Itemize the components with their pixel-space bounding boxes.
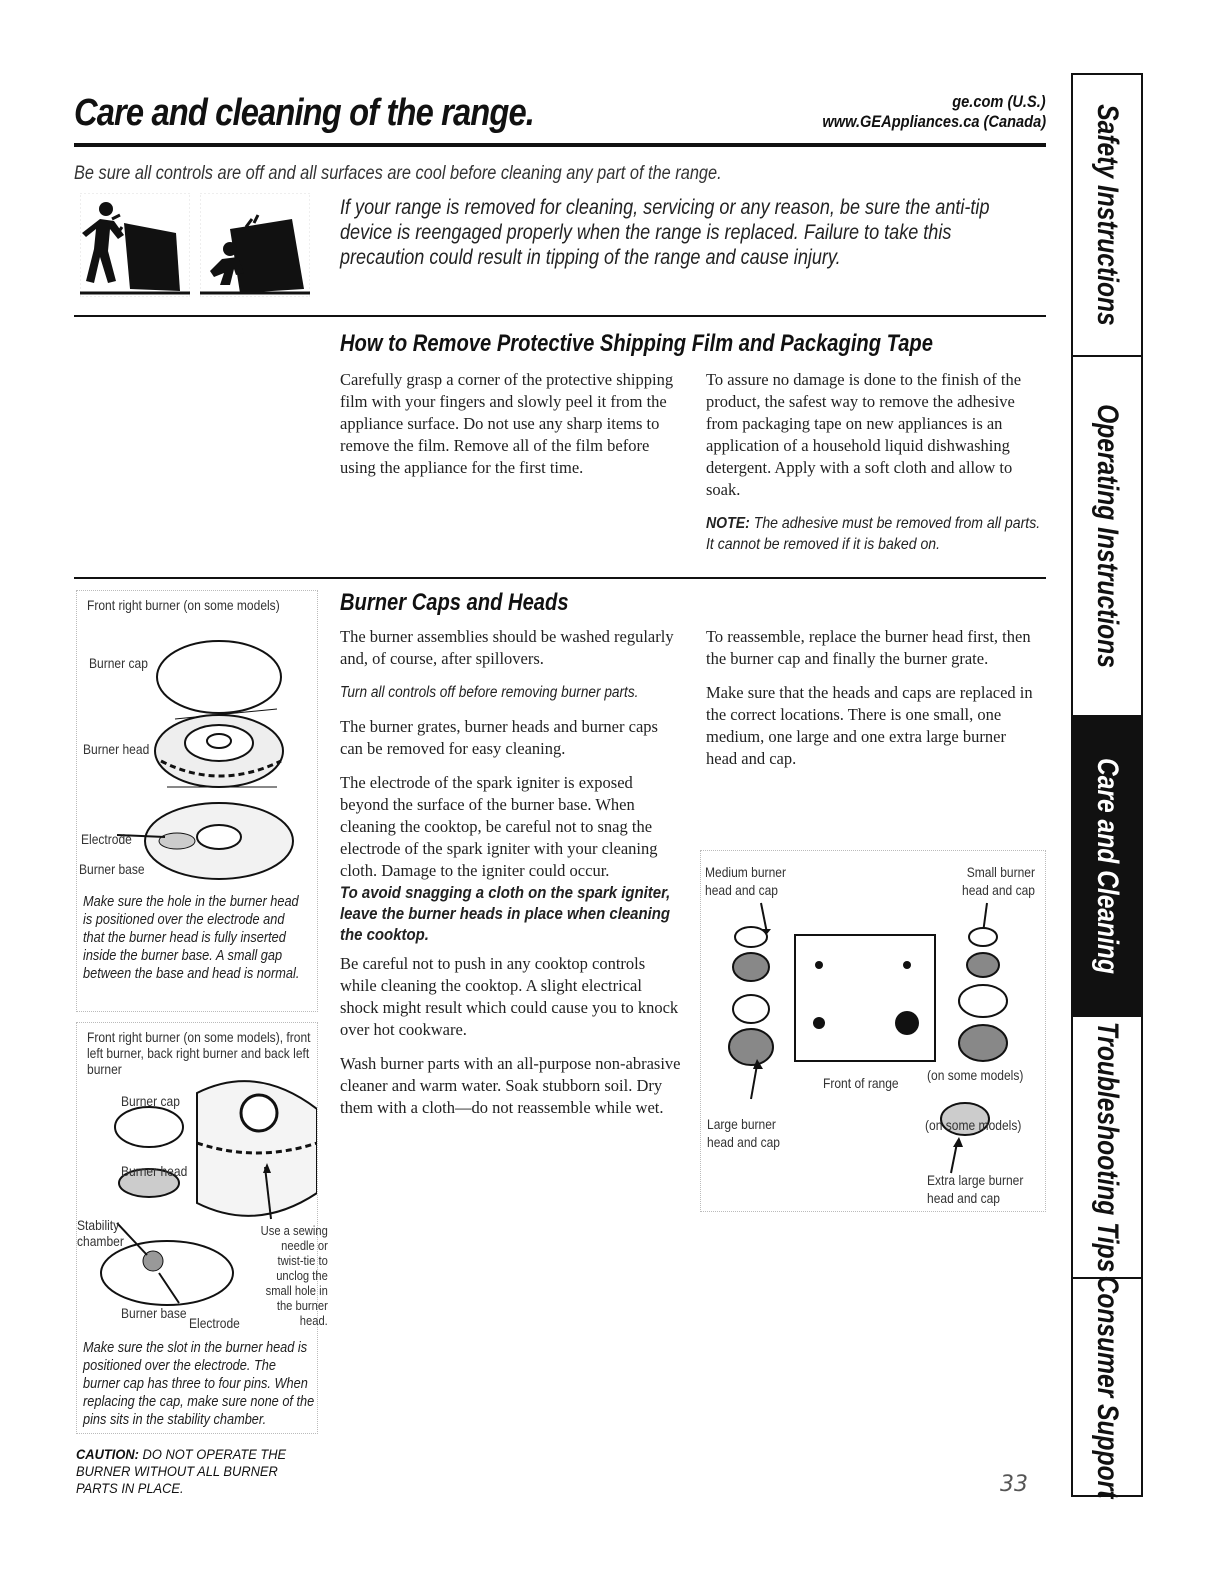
diagram2-cap-label: Burner cap xyxy=(121,1093,180,1109)
page-number: 33 xyxy=(1000,1472,1028,1497)
on-some-models-label-2: (on some models) xyxy=(925,1117,1022,1133)
burner-column-1 xyxy=(340,626,682,1131)
cool-surface-warning: Be sure all controls are off and all surfaces are cool before cleaning any part of the range. xyxy=(74,163,722,184)
diagram2-base-label: Burner base xyxy=(121,1305,187,1321)
burner-diagram-2 xyxy=(76,1022,328,1434)
reassemble-paragraph-1: To reassemble, replace the burner head first, then the burner cap and finally the burner grate. xyxy=(706,627,1031,668)
film-column-1 xyxy=(340,369,682,491)
film-paragraph-2: To assure no damage is done to the finish of the product, the safest way to remove the adhesive from packaging tape on new appliances is an application of a household liquid dishwashing detergent. Apply with a soft cloth and allow to soak. xyxy=(706,370,1022,499)
diagram2-needle-label: Use a sewing needle or twist-tie to unclog the small hole in the burner head. xyxy=(260,1223,328,1328)
diagram1-electrode-label: Electrode xyxy=(81,831,132,847)
page-title: Care and cleaning of the range. xyxy=(74,92,535,134)
burner-paragraph-1: The burner assemblies should be washed regularly and, of course, after spillovers. xyxy=(340,627,674,668)
diagram1-head-label: Burner head xyxy=(83,741,150,757)
diagram2-caption: Make sure the slot in the burner head is positioned over the electrode. The burner cap has three to four pins. When replacing the cap, make sure none of the pins sits in the stability chamber. xyxy=(83,1340,315,1428)
burner-locations-diagram xyxy=(700,850,1046,1212)
section-sidebar xyxy=(1071,73,1143,1497)
website-canada[interactable]: www.GEAppliances.ca (Canada) xyxy=(822,112,1046,131)
tab-label-troubleshooting: Troubleshooting Tips xyxy=(1091,1021,1124,1273)
burner-paragraph-5: Be careful not to push in any cooktop controls while cleaning the cooktop. A slight electrical shock might result which could cause you to knock over hot cookware. xyxy=(340,954,679,1039)
burner-diagram-1 xyxy=(76,590,318,1012)
film-note xyxy=(706,513,1040,555)
tab-label-care: Care and Cleaning xyxy=(1091,758,1124,974)
tab-label-operating: Operating Instructions xyxy=(1091,404,1124,668)
diagram2-stability-label: Stability chamber xyxy=(77,1217,124,1249)
burner-paragraph-6: Wash burner parts with an all-purpose non-abrasive cleaner and warm water. Soak stubborn soil. Dry them with a cloth—do not reassemble while wet. xyxy=(340,1054,681,1117)
diagram2-electrode-label: Electrode xyxy=(189,1315,240,1331)
child-tipping-warning-icon xyxy=(200,193,310,297)
section-rule-2 xyxy=(74,577,1046,579)
section-rule-1 xyxy=(74,315,1046,317)
on-some-models-label-1: (on some models) xyxy=(927,1067,1024,1083)
diagram2-head-label: Burner head xyxy=(121,1163,188,1179)
anti-tip-warning: If your range is removed for cleaning, servicing or any reason, be sure the anti-tip device is reengaged properly when the range is replaced. Failure to take this precaution could result in tipping of the range and cause injury. xyxy=(340,196,990,269)
film-column-2 xyxy=(706,369,1048,555)
tab-care-and-cleaning[interactable] xyxy=(1073,717,1141,1017)
tab-consumer-support[interactable] xyxy=(1073,1275,1141,1499)
tab-troubleshooting-tips[interactable] xyxy=(1073,1017,1141,1279)
diagram1-caption: Make sure the hole in the burner head is positioned over the electrode and that the burner head is fully inserted inside the burner base. A small gap between the base and head is normal. xyxy=(83,894,300,982)
website-us[interactable]: ge.com (U.S.) xyxy=(952,92,1046,111)
diagram1-cap-label: Burner cap xyxy=(89,655,148,671)
film-paragraph-1: Carefully grasp a corner of the protective shipping film with your fingers and slowly peel it from the appliance surface. Do not use any sharp items to remove the film. Remove all of the film before using the appliance for the first time. xyxy=(340,370,674,477)
burner-paragraph-4: The electrode of the spark igniter is exposed beyond the surface of the burner base. When cleaning the cooktop, be careful not to snag the electrode of the spark igniter with your cleaning cloth. Damage to the igniter could occur. xyxy=(340,773,658,880)
diagram1-title: Front right burner (on some models) xyxy=(87,597,280,613)
extra-large-burner-label: Extra large burner head and cap xyxy=(927,1172,1024,1206)
tab-safety-instructions[interactable] xyxy=(1073,75,1141,357)
tab-label-consumer: Consumer Support xyxy=(1091,1275,1124,1499)
note-text: The adhesive must be removed from all parts. It cannot be removed if it is baked on. xyxy=(706,515,1041,553)
burner-column-2 xyxy=(706,626,1048,782)
front-of-range-label: Front of range xyxy=(823,1075,899,1091)
reassemble-paragraph-2: Make sure that the heads and caps are replaced in the correct locations. There is one small, one medium, one large and one extra large burner head and cap. xyxy=(706,683,1033,768)
film-section-heading: How to Remove Protective Shipping Film and Packaging Tape xyxy=(340,330,933,357)
burner-section-heading: Burner Caps and Heads xyxy=(340,589,569,616)
burner-paragraph-3: The burner grates, burner heads and burner caps can be removed for easy cleaning. xyxy=(340,717,658,758)
caution-text xyxy=(76,1446,315,1497)
tab-label-safety: Safety Instructions xyxy=(1091,104,1124,326)
tipping-warning-icon xyxy=(80,193,190,297)
diagram1-base-label: Burner base xyxy=(79,861,145,877)
caution-body: DO NOT OPERATE THE BURNER WITHOUT ALL BURNER PARTS IN PLACE. xyxy=(76,1446,287,1496)
note-label: NOTE: xyxy=(706,515,750,532)
diagram2-title: Front right burner (on some models), front left burner, back right burner and back left burner xyxy=(87,1029,311,1077)
large-burner-label: Large burner head and cap xyxy=(707,1116,780,1150)
tab-operating-instructions[interactable] xyxy=(1073,357,1141,717)
caution-label: CAUTION: xyxy=(76,1446,139,1462)
burner-paragraph-2: Turn all controls off before removing burner parts. xyxy=(340,684,639,701)
header-rule xyxy=(74,143,1046,147)
medium-burner-label: Medium burner head and cap xyxy=(705,864,786,898)
burner-paragraph-4-bold: To avoid snagging a cloth on the spark igniter, leave the burner heads in place when cleaning the cooktop. xyxy=(340,883,671,944)
small-burner-label: Small burner head and cap xyxy=(962,864,1035,898)
